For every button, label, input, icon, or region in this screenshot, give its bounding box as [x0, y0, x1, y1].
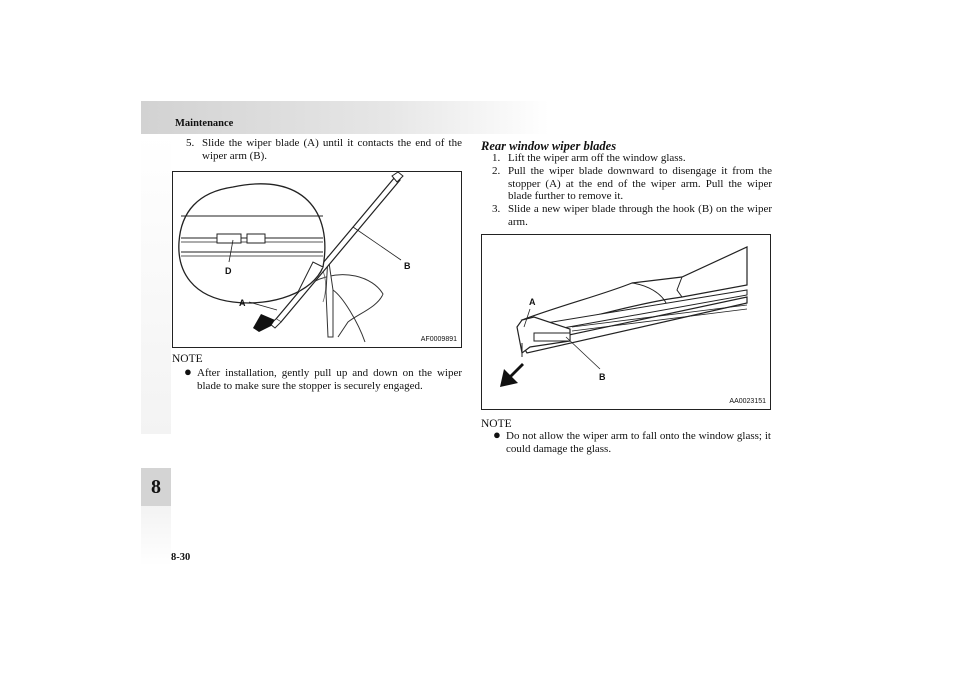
- bullet-icon: ●: [493, 427, 501, 442]
- side-strip-lower: [141, 506, 171, 566]
- step-number: 2.: [492, 165, 501, 177]
- side-strip: [141, 134, 171, 434]
- step-number: 3.: [492, 203, 501, 215]
- step-text: Slide a new wiper blade through the hook (B) on the wiper arm.: [508, 203, 772, 228]
- step-text: Lift the wiper arm off the window glass.: [508, 152, 686, 164]
- bullet-icon: ●: [184, 364, 192, 379]
- chapter-tab: 8: [141, 468, 171, 506]
- page-number: 8-30: [171, 552, 191, 563]
- callout-a: A: [529, 297, 536, 307]
- note-item: [493, 427, 771, 455]
- note-item: [184, 364, 462, 392]
- step-text: Pull the wiper blade downward to disengage it from the stopper (A) at the end of the wiper arm. Pull the wiper blade further to remove it.: [508, 165, 772, 203]
- step-2: [492, 165, 772, 203]
- note-text: Do not allow the wiper arm to fall onto the window glass; it could damage the glass.: [506, 430, 771, 455]
- figure-code: AF0009891: [420, 336, 457, 343]
- figure-front-wiper: [172, 171, 462, 348]
- front-wiper-illustration: [173, 172, 463, 349]
- step-3: [492, 203, 772, 228]
- callout-a: A: [239, 298, 246, 308]
- step-5: [186, 137, 462, 162]
- page-header-title: Maintenance: [175, 118, 234, 129]
- note-title: NOTE: [172, 353, 203, 365]
- callout-d: D: [225, 266, 232, 276]
- step-text: Slide the wiper blade (A) until it contacts the end of the wiper arm (B).: [202, 137, 462, 162]
- figure-code: AA0023151: [729, 398, 766, 405]
- step-number: 1.: [492, 152, 501, 164]
- step-number: 5.: [186, 137, 195, 149]
- step-1: [492, 152, 772, 165]
- section-title: Rear window wiper blades: [481, 139, 617, 153]
- callout-b: B: [404, 261, 411, 271]
- note-title: NOTE: [481, 418, 512, 430]
- note-text: After installation, gently pull up and down on the wiper blade to make sure the stopper is securely engaged.: [197, 367, 462, 392]
- callout-b: B: [599, 372, 606, 382]
- rear-wiper-illustration: [482, 235, 772, 411]
- figure-rear-wiper: [481, 234, 771, 410]
